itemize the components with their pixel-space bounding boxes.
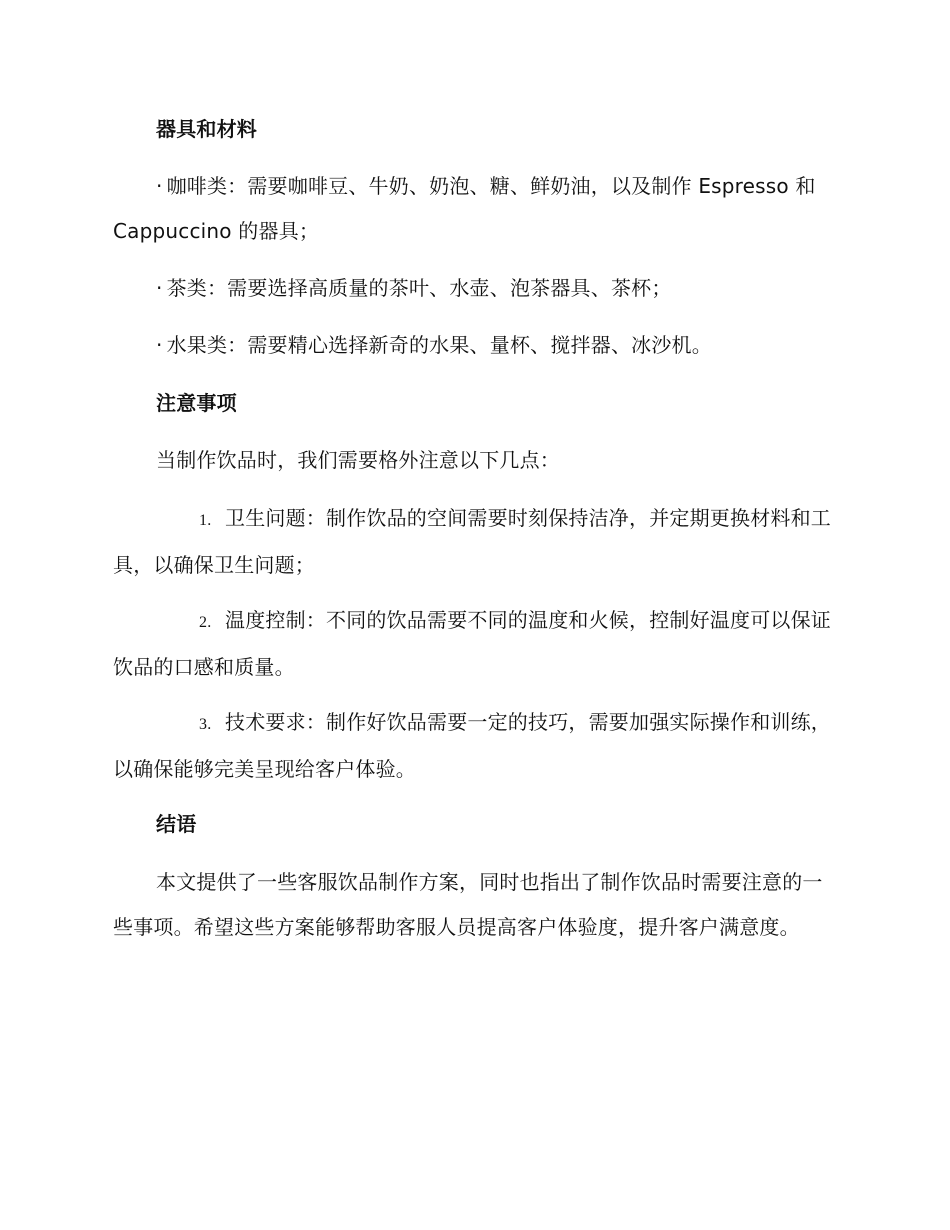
bullet-marker: · <box>156 174 163 198</box>
conclusion-body: 本文提供了一些客服饮品制作方案，同时也指出了制作饮品时需要注意的一些事项。希望这些方案能够帮助客服人员提高客户体验度，提升客户满意度。 <box>113 870 823 939</box>
bullet-item-text: 咖啡类：需要咖啡豆、牛奶、奶泡、糖、鲜奶油，以及制作 Espresso 和 Cappuccino 的器具； <box>113 174 816 243</box>
numbered-item-text: 卫生问题：制作饮品的空间需要时刻保持洁净，并定期更换材料和工具，以确保卫生问题； <box>113 506 831 577</box>
bullet-marker: · <box>156 333 163 357</box>
list-number: 1. <box>199 512 212 529</box>
list-number: 2. <box>199 614 212 631</box>
numbered-item-hygiene <box>113 496 831 588</box>
numbered-item-text: 温度控制：不同的饮品需要不同的温度和火候，控制好温度可以保证饮品的口感和质量。 <box>113 608 831 679</box>
section-heading-notes: 注意事项 <box>156 391 237 415</box>
section-heading-equipment: 器具和材料 <box>156 117 257 141</box>
numbered-item-text: 技术要求：制作好饮品需要一定的技巧，需要加强实际操作和训练，以确保能够完美呈现给客户体验。 <box>113 710 831 781</box>
numbered-item-technique <box>113 700 831 792</box>
bullet-item-tea <box>113 266 831 311</box>
bullet-item-text: 水果类：需要精心选择新奇的水果、量杯、搅拌器、冰沙机。 <box>166 333 712 357</box>
list-number: 3. <box>199 716 212 733</box>
notes-intro: 当制作饮品时，我们需要格外注意以下几点： <box>156 448 560 472</box>
bullet-item-fruit <box>113 323 831 368</box>
section-heading-conclusion: 结语 <box>156 812 197 836</box>
bullet-item-text: 茶类：需要选择高质量的茶叶、水壶、泡茶器具、茶杯； <box>166 276 672 300</box>
bullet-marker: · <box>156 276 163 300</box>
bullet-item-coffee <box>113 164 831 254</box>
numbered-item-temperature <box>113 598 831 690</box>
